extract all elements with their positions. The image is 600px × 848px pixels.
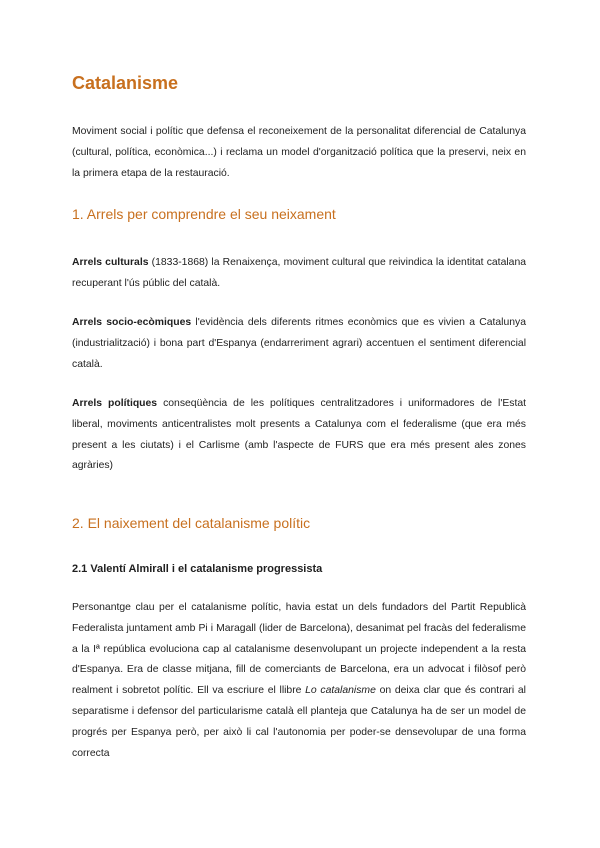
almirall-paragraph: [72, 598, 526, 764]
page-title: Catalanisme: [72, 73, 179, 93]
roots-political-text: conseqüència de les polítiques centralitzadores i uniformadores de l'Estat liberal, moviments anticentralistes molt presents a Catalunya com el federalisme (que era més present a les ciutats) i el Carlisme (amb l'aspecte de FURS que era més present ales zones agràries): [72, 398, 526, 472]
almirall-text-after: on deixa clar que és contrari al separatisme i defensor del particularisme català ell planteja que Catalunya ha de ser un model de progrés per Espanya però, per això li cal l'autonomia per poder-se densevolupar de una forma correcta: [72, 685, 526, 759]
almirall-text-before: Personantge clau per el catalanisme polític, havia estat un dels fundadors del Partit Republicà Federalista juntament amb Pi i Maragall (lider de Barcelona), desanimat pel fracàs del federalisme a la Iª república evoluciona cap al catalanisme desenvolupant un projecte independent a la resta d'Espanya. Era de classe mitjana, fill de comerciants de Barcelona, era un advocat i filòsof però realment i sobretot polític. Ell va escriure el llibre: [72, 602, 526, 697]
intro-paragraph: Moviment social i polític que defensa el reconeixement de la personalitat diferencial de Catalunya (cultural, política, econòmica...) i reclama un model d'organització política que la preservi, neix en la primera etapa de la restauració.: [72, 126, 526, 179]
roots-cultural-paragraph: [72, 253, 526, 295]
roots-political-paragraph: [72, 394, 526, 477]
roots-cultural-term: Arrels culturals: [72, 257, 149, 268]
roots-cultural-text: (1833-1868) la Renaixença, moviment cultural que reivindica la identitat catalana recuperant l'ús públic del català.: [72, 257, 526, 289]
section-2-heading: 2. El naixement del catalanisme polític: [72, 515, 311, 531]
section-2-1-subheading: 2.1 Valentí Almirall i el catalanisme progressista: [72, 563, 323, 575]
roots-socioeconomic-paragraph: [72, 313, 526, 375]
roots-socioeconomic-text: l'evidència dels diferents ritmes econòmics que es vivien a Catalunya (industrialització) i bona part d'Espanya (endarreriment agrari) accentuen el sentiment diferencial català.: [72, 317, 526, 370]
book-title: Lo catalanisme: [305, 685, 376, 697]
roots-political-term: Arrels polítiques: [72, 398, 158, 409]
section-1-heading: 1. Arrels per comprendre el seu neixament: [72, 206, 336, 222]
roots-socioeconomic-term: Arrels socio-ecòmiques: [72, 317, 192, 328]
